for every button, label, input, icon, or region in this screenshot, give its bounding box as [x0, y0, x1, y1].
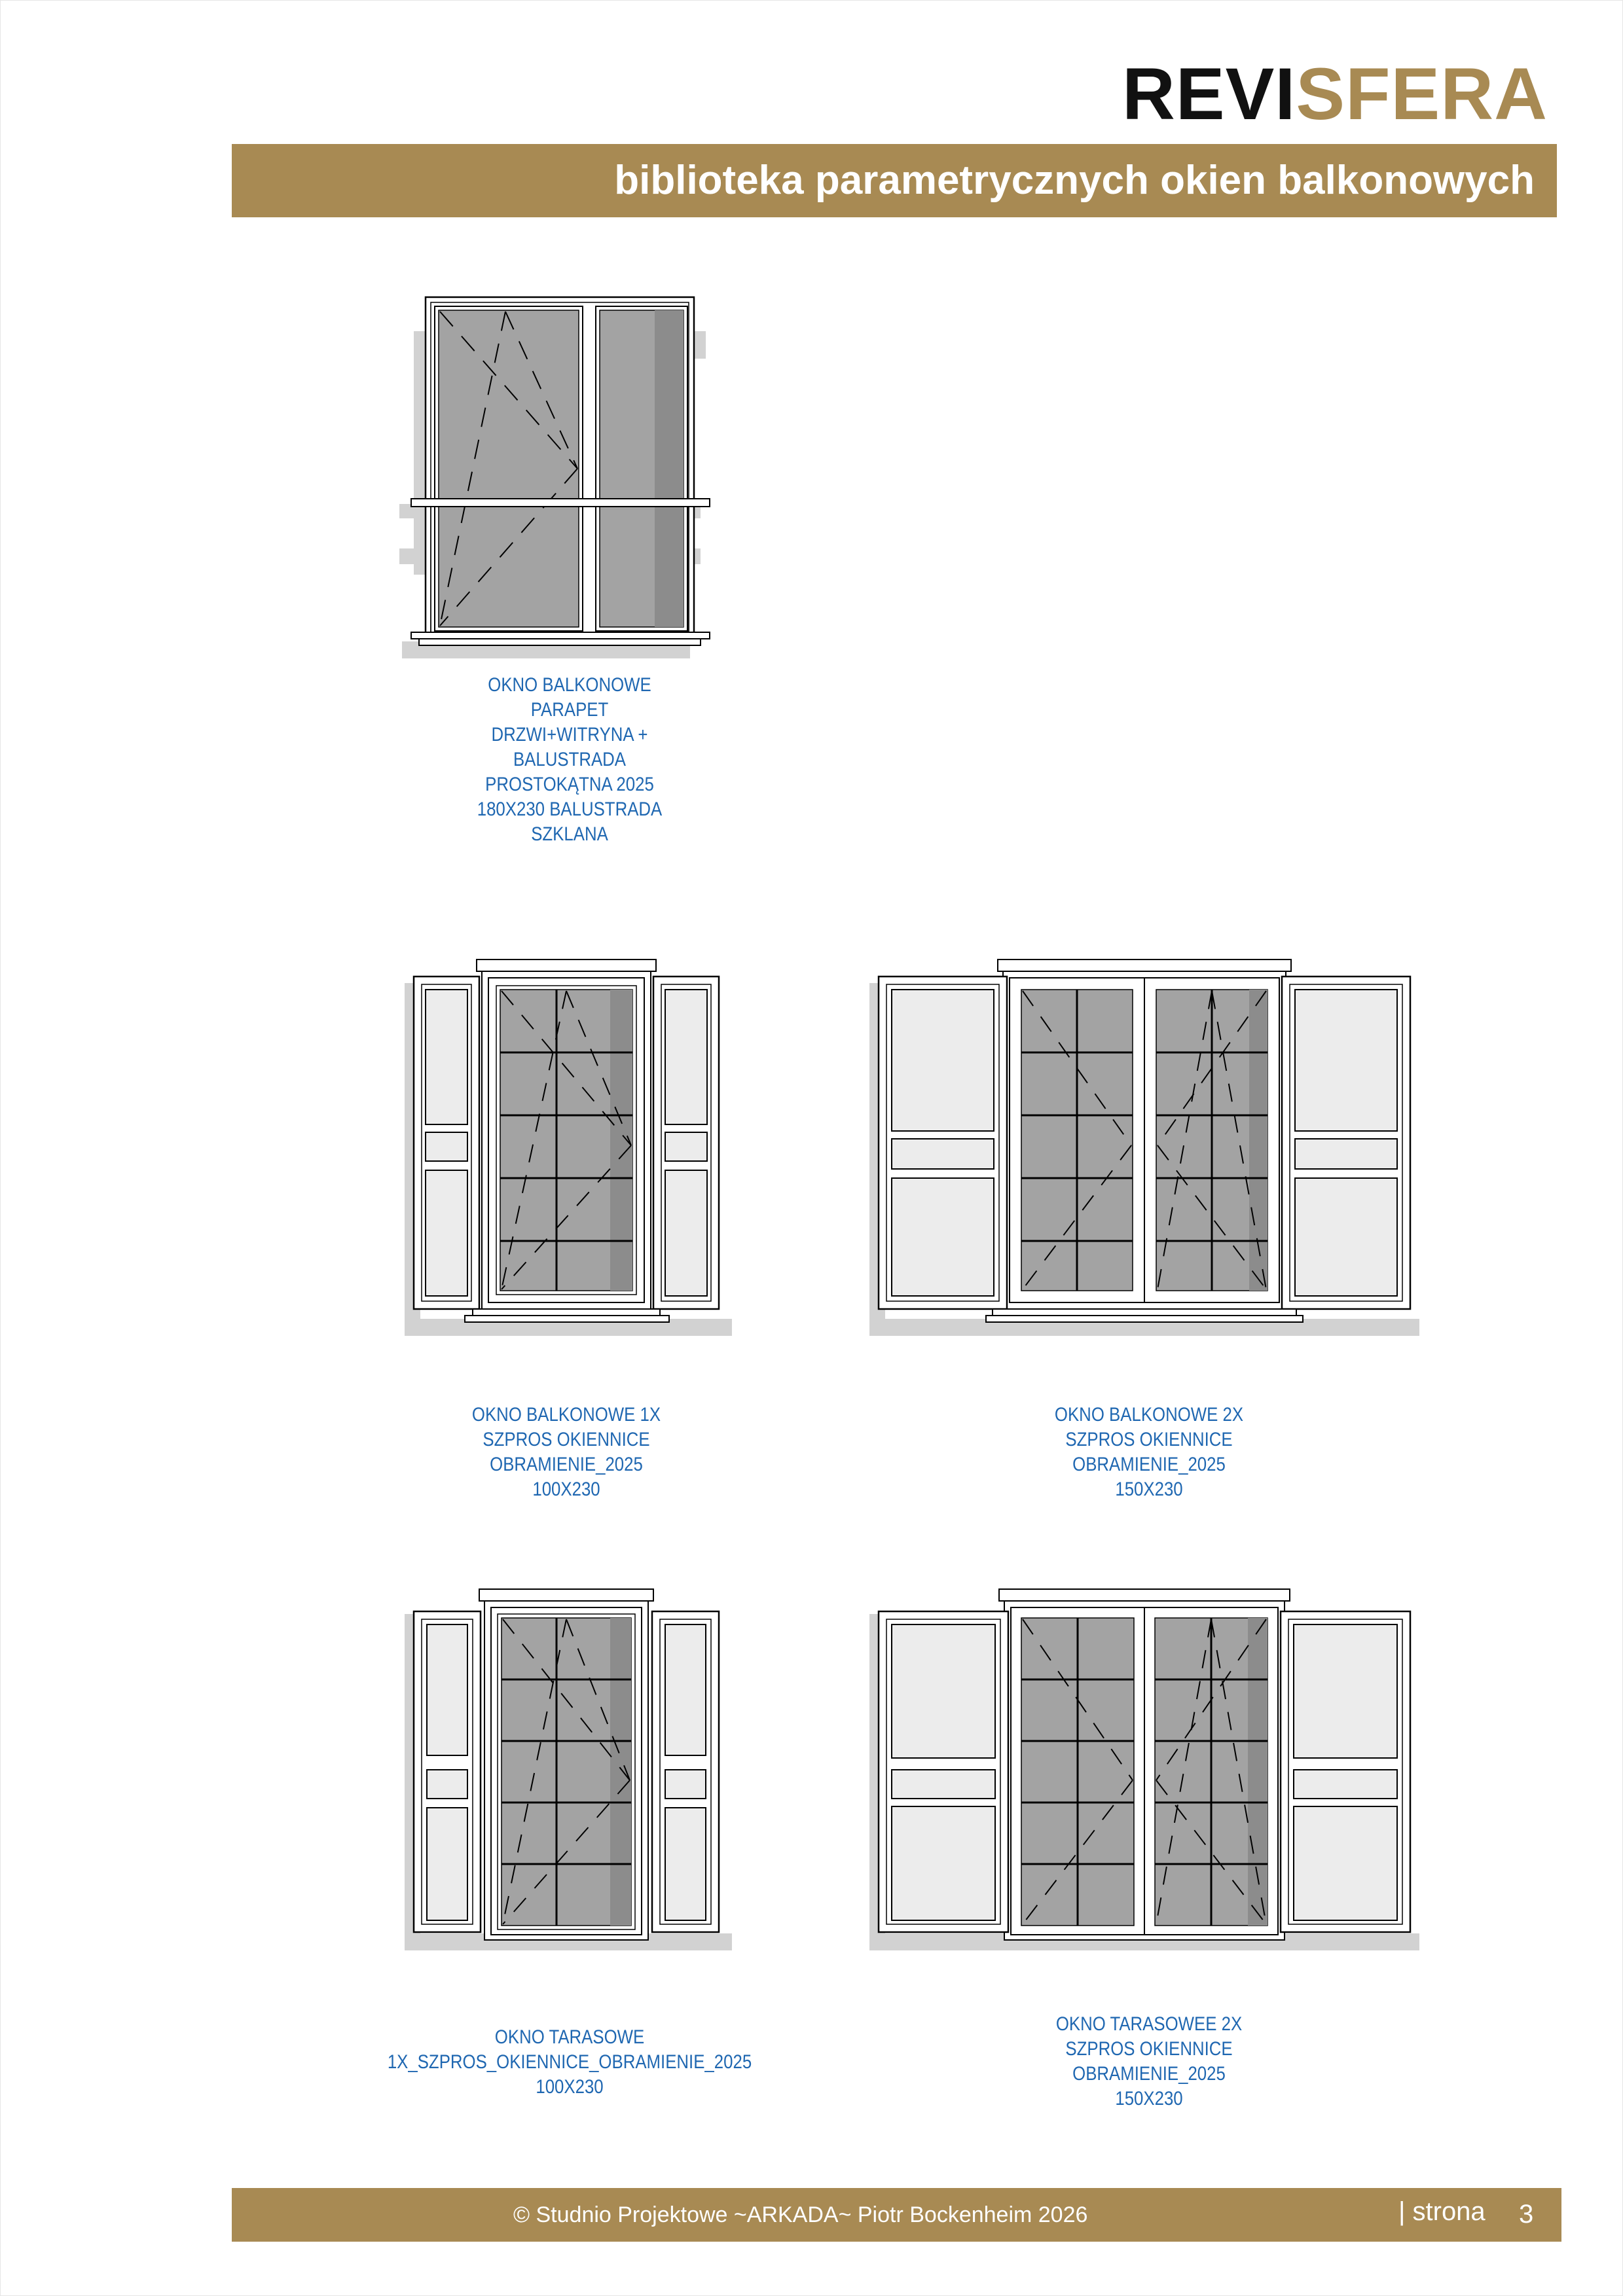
caption-line: SZPROS OKIENNICE: [483, 1429, 650, 1450]
caption-line: PARAPET: [530, 699, 609, 721]
caption-line: OBRAMIENIE_2025: [1072, 1454, 1226, 1475]
caption-line: OKNO BALKONOWE 2X: [1054, 1404, 1244, 1426]
caption-item-5: [1008, 2012, 1290, 2111]
caption-line: SZPROS OKIENNICE: [1065, 2038, 1233, 2060]
caption-item-1: [429, 673, 710, 847]
caption-line: OKNO TARASOWEE 2X: [1055, 2013, 1243, 2035]
caption-line: 100X230: [532, 1479, 600, 1500]
caption-item-2: [426, 1403, 707, 1502]
footer-copyright: © Studnio Projektowe ~ARKADA~ Piotr Bockenheim 2026: [513, 2202, 1088, 2227]
caption-line: OBRAMIENIE_2025: [1072, 2063, 1226, 2085]
footer-band: [232, 2188, 1561, 2242]
footer-page-label: | strona: [1398, 2197, 1486, 2226]
caption-line: OKNO BALKONOWE: [488, 674, 651, 696]
window-drawing-balustrade: [393, 288, 733, 661]
caption-line: 150X230: [1115, 1479, 1183, 1500]
caption-line: SZPROS OKIENNICE: [1065, 1429, 1233, 1450]
caption-line: OBRAMIENIE_2025: [490, 1454, 643, 1475]
page-number: 3: [1519, 2200, 1534, 2229]
caption-line: OKNO TARASOWE: [494, 2026, 645, 2048]
caption-line: 180X230 BALUSTRADA: [477, 798, 663, 820]
caption-line: PROSTOKĄTNA 2025: [485, 774, 654, 795]
window-drawing-tarasowe-2x: [864, 1584, 1427, 1977]
window-drawing-balkonowe-2x: [864, 956, 1427, 1348]
caption-line: BALUSTRADA: [513, 749, 627, 770]
caption-item-4: [373, 2025, 767, 2100]
caption-item-3: [1008, 1403, 1290, 1502]
brand-part-2: SFERA: [1296, 53, 1548, 135]
caption-line: 150X230: [1115, 2088, 1183, 2109]
brand-part-1: REVI: [1122, 53, 1296, 135]
brand-logo: [1122, 53, 1548, 135]
page-title: biblioteka parametrycznych okien balkonowych: [614, 158, 1535, 203]
header-band: [232, 144, 1557, 217]
caption-line: 1X_SZPROS_OKIENNICE_OBRAMIENIE_2025: [387, 2051, 752, 2073]
caption-line: DRZWI+WITRYNA +: [491, 724, 648, 745]
window-drawing-balkonowe-1x: [399, 956, 740, 1348]
caption-line: 100X230: [536, 2076, 604, 2098]
caption-line: SZKLANA: [531, 823, 608, 845]
caption-line: OKNO BALKONOWE 1X: [471, 1404, 661, 1426]
window-drawing-tarasowe-1x: [399, 1584, 740, 1977]
